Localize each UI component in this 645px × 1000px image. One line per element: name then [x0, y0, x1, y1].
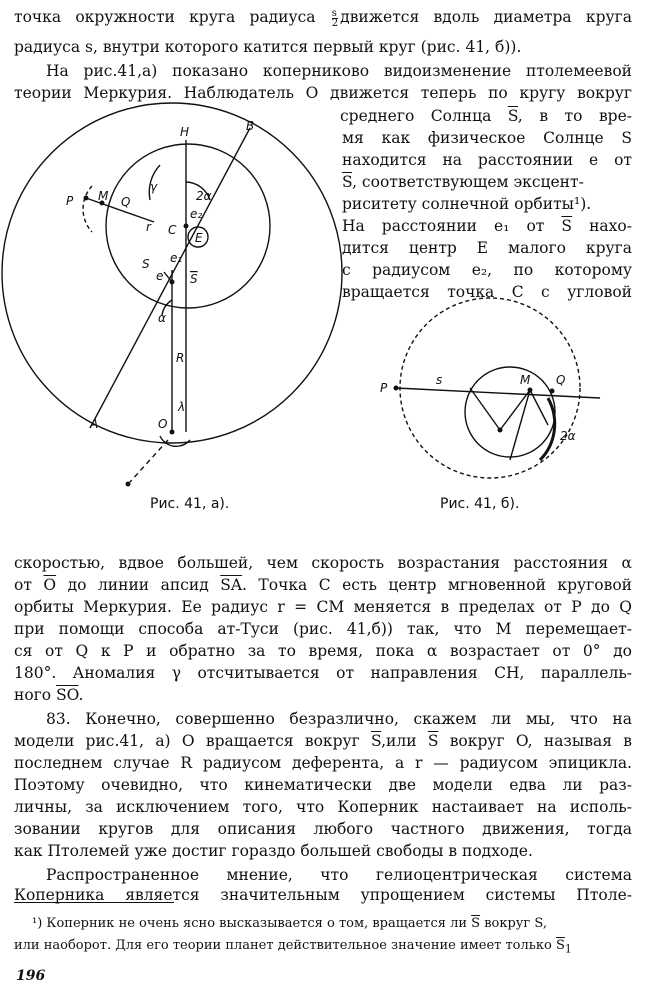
- outer-dashed-circle: [400, 298, 580, 478]
- text-line: личны, за исключением того, что Коперник настаивает на исполь-: [14, 798, 632, 816]
- text-line: 180°. Аномалия γ отсчитывается от направления CH, параллель-: [14, 664, 632, 682]
- text-fragment: нахо-: [589, 217, 632, 235]
- text-fragment: до линии апсид: [67, 576, 209, 594]
- point-P: [394, 386, 399, 391]
- text-line: Поэтому очевидно, что кинематически две модели едва ли раз-: [14, 776, 632, 794]
- text-line: [14, 684, 632, 706]
- label-B: B: [246, 119, 255, 133]
- s-bar: $\overline{S}$: [555, 938, 565, 953]
- text-fragment: , соответствующем эксцент-: [352, 173, 584, 191]
- o-bar: $\overline{O}$: [43, 576, 57, 594]
- label-M: M: [520, 373, 531, 387]
- construct-4: [510, 390, 530, 460]
- label-e1: e₁: [170, 251, 183, 265]
- label-R: R: [176, 351, 185, 365]
- s-bar: $\overline{S}$: [561, 217, 573, 235]
- label-H: H: [180, 125, 190, 139]
- so-bar: $\overline{SO}$: [56, 686, 79, 704]
- text-line: зовании кругов для описания любого частного движения, тогда: [14, 820, 632, 838]
- footnote-line: [14, 914, 632, 933]
- label-M: M: [98, 189, 109, 203]
- text-line: ся от Q к P и обратно за то время, пока α возрастает от 0° до: [14, 642, 632, 660]
- text-line: 83. Конечно, совершенно безразлично, скажем ли мы, что на: [46, 710, 632, 728]
- text-fragment: движется вдоль диаметра круга: [340, 8, 632, 26]
- text-fragment: среднего Солнца: [340, 107, 492, 125]
- text-line: как Птолемей уже достиг гораздо большей свободы в подходе.: [14, 842, 533, 860]
- text-fragment: ,или: [381, 732, 417, 750]
- label-A: A: [90, 417, 99, 431]
- label-s: s: [436, 373, 443, 387]
- text-fragment: . Точка C есть центр мгновенной круговой: [242, 576, 632, 594]
- text-line: находится на расстоянии e от: [342, 151, 632, 169]
- text-line: вращается точка C с угловой: [342, 283, 632, 301]
- label-S: S: [142, 257, 150, 271]
- label-Q: Q: [556, 373, 566, 387]
- diameter-line: [396, 388, 600, 398]
- label-gamma: γ: [150, 180, 158, 194]
- text-fragment: от: [14, 576, 32, 594]
- text-line: скоростью, вдвое большей, чем скорость возрастания расстояния α: [14, 554, 632, 572]
- s-bar: $\overline{S}$: [507, 107, 518, 125]
- footnote-line: [14, 936, 632, 959]
- s-bar: $\overline{S}$: [342, 173, 353, 191]
- label-alpha: α: [158, 311, 166, 325]
- text-fragment: На расстоянии e₁ от: [342, 217, 545, 235]
- text-line: Коперника является значительным упрощением системы Птоле-: [14, 886, 632, 904]
- label-lambda: λ: [178, 400, 186, 414]
- text-line: дится центр E малого круга: [342, 239, 632, 257]
- s-bar: $\overline{S}$: [371, 732, 382, 750]
- text-line: при помощи способа ат-Туси (рис. 41,б)) так, что M перемещает-: [14, 620, 632, 638]
- arc-2alpha: [540, 398, 555, 460]
- text-line: радиуса s, внутри которого катится первый круг (рис. 41, б)).: [14, 38, 522, 56]
- text-fragment: вокруг O, называя в: [449, 732, 632, 750]
- text-line: [14, 730, 632, 752]
- sa-bar: $\overline{SA}$: [220, 576, 243, 594]
- footnote-rule: [14, 902, 174, 903]
- label-Sbar: S: [190, 272, 198, 286]
- caption-41a: Рис. 41, а).: [150, 496, 230, 512]
- text-line: Распространенное мнение, что гелиоцентрическая система: [46, 866, 632, 884]
- label-E: E: [195, 231, 203, 245]
- caption-41b: Рис. 41, б).: [440, 496, 520, 512]
- text-fragment: или наоборот. Для его теории планет действительное значение имеет только: [14, 938, 552, 953]
- label-2alpha: 2α: [560, 429, 576, 443]
- text-line: теории Меркурия. Наблюдатель O движется теперь по кругу вокруг: [14, 84, 632, 102]
- text-line: последнем случае R радиусом деферента, а r — радиусом эпицикла.: [14, 754, 632, 772]
- label-P: P: [380, 381, 388, 395]
- text-line: На рис.41,а) показано коперниково видоизменение птолемеевой: [46, 62, 632, 80]
- label-P: P: [66, 194, 74, 208]
- page-number: 196: [16, 968, 46, 984]
- label-C: C: [168, 223, 177, 237]
- point-Q: [550, 389, 555, 394]
- label-e2: e₂: [190, 207, 203, 221]
- point-lower: [498, 428, 503, 433]
- point-M: [528, 388, 533, 393]
- text-line: с радиусом e₂, по которому: [342, 261, 632, 279]
- label-r: r: [146, 220, 151, 234]
- text-fragment: ного: [14, 686, 52, 704]
- text-fragment: .: [78, 686, 84, 704]
- text-line: риситету солнечной орбиты¹).: [342, 195, 592, 213]
- text-line: [14, 574, 632, 596]
- text-fragment: , в то вре-: [517, 107, 632, 125]
- label-e: e: [156, 269, 164, 283]
- construct-1: [470, 388, 500, 430]
- text-fragment: ¹) Коперник не очень ясно высказывается о том, вращается ли: [32, 916, 467, 931]
- text-fragment: модели рис.41, а) O вращается вокруг: [14, 732, 360, 750]
- label-2alpha: 2α: [196, 189, 212, 203]
- text-line: мя как физическое Солнце S: [342, 129, 632, 147]
- s-bar: $\overline{S}$: [471, 916, 481, 931]
- text-fragment: вокруг S,: [484, 916, 547, 931]
- label-O: O: [158, 417, 168, 431]
- fraction-numerator: s: [331, 7, 337, 19]
- construct-2: [500, 390, 530, 430]
- s-bar: $\overline{S}$: [427, 732, 439, 750]
- subscript: 1: [564, 942, 572, 956]
- text-fragment: точка окружности круга радиуса: [14, 8, 316, 26]
- label-Q: Q: [121, 195, 131, 209]
- text-line: орбиты Меркурия. Ее радиус r = CM меняется в пределах от P до Q: [14, 598, 632, 616]
- fraction-denominator: 2: [331, 17, 339, 29]
